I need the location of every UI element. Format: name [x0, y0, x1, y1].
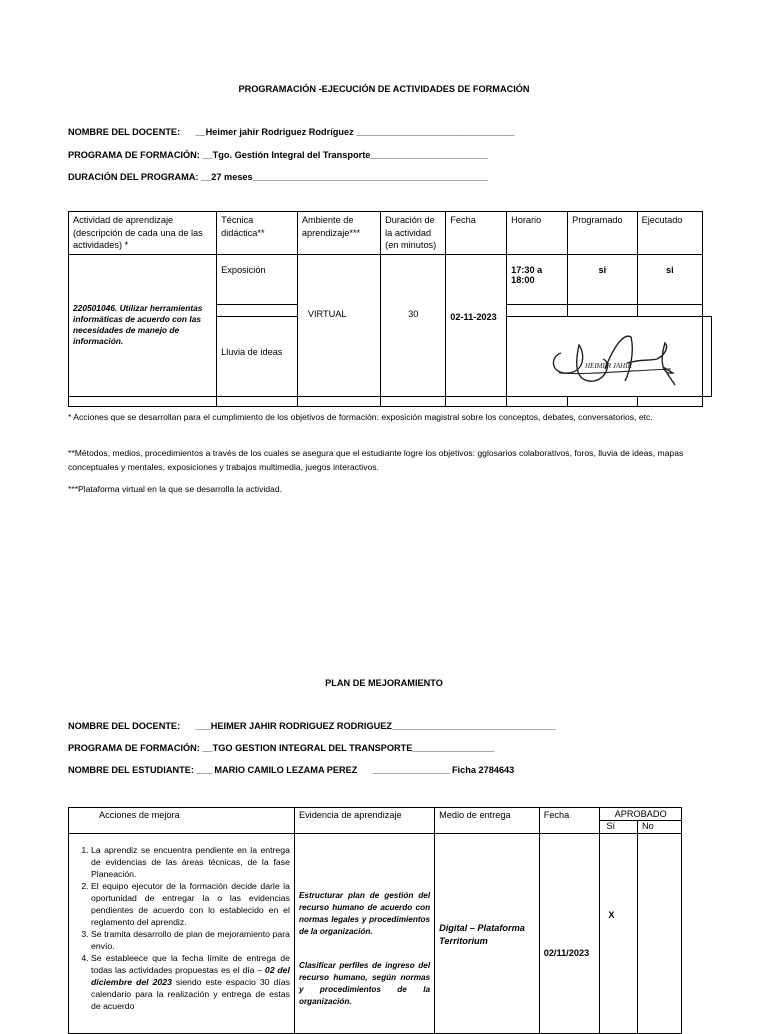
- programa-line: PROGRAMA DE FORMACIÓN: __Tgo. Gestión Integral del Transporte_______________________: [68, 150, 488, 160]
- programado-cell: si: [568, 254, 638, 304]
- fecha-cell: 02-11-2023: [446, 254, 507, 396]
- acciones-cell: [69, 834, 295, 1034]
- section1-title: PROGRAMACIÓN -EJECUCIÓN DE ACTIVIDADES DE FORMACIÓN: [238, 84, 530, 94]
- empty-cell: [297, 396, 380, 406]
- empty-cell: [568, 396, 638, 406]
- accion-4: [91, 952, 290, 1012]
- evidencia-2: Clasificar perfiles de ingreso del recurso humano, según normas y procedimientos de la organización.: [298, 961, 431, 1006]
- empty-cell: [637, 304, 702, 316]
- empty-cell: [703, 316, 712, 396]
- header-duracion: Duración de la actividad (en minutos): [381, 212, 446, 255]
- accion-4-post: siendo este espacio 30 días calendario para la realización y entrega de estas de acuerdo: [91, 977, 290, 1011]
- duracion-cell: 30: [381, 254, 446, 396]
- header-aprobado: APROBADO: [600, 808, 682, 821]
- aprobado-no-cell: [638, 834, 682, 1034]
- header-ejecutado: Ejecutado: [637, 212, 702, 255]
- empty-cell: [568, 304, 638, 316]
- header-fecha-2: Fecha: [539, 808, 600, 834]
- medio-cell: Digital – Plataforma Territorium: [435, 834, 540, 1034]
- evidencia-1: Estructurar plan de gestión del recurso humano de acuerdo con normas legales y procedimientos de la organización.: [298, 891, 431, 936]
- accion-1: 1. La aprendiz se encuentra pendiente en la entrega de evidencias de las áreas técnicas, de la fase Planeación.: [91, 844, 290, 880]
- header-tecnica: Técnica didáctica**: [217, 212, 298, 255]
- signature-text: HEIMER JAHIR: [585, 361, 632, 370]
- docente-line: NOMBRE DEL DOCENTE: __Heimer jahir Rodriguez Rodríguez _______________________________: [68, 127, 515, 137]
- programa-line-2: PROGRAMA DE FORMACIÓN: __TGO GESTION INTEGRAL DEL TRANSPORTE________________: [68, 743, 495, 753]
- section2-title: PLAN DE MEJORAMIENTO: [325, 678, 443, 688]
- header-medio: Medio de entrega: [435, 808, 540, 834]
- accion-2: 2. El equipo ejecutor de la formación decide darle la oportunidad de entregar la o las evidencias pendientes de acuerdo con lo establecido en el reglamento del aprendiz.: [91, 880, 290, 928]
- empty-cell: [637, 396, 702, 406]
- estudiante-prefix: NOMBRE DEL ESTUDIANTE: ___: [68, 765, 215, 775]
- ejecutado-cell: si: [637, 254, 702, 304]
- estudiante-suffix: _______________ Ficha 2784643: [357, 765, 515, 775]
- empty-cell: [69, 396, 217, 406]
- estudiante-name: MARIO CAMILO LEZAMA PEREZ: [214, 765, 358, 775]
- empty-cell: [446, 396, 507, 406]
- signature-image: [545, 323, 685, 393]
- header-horario: Horario: [507, 212, 568, 255]
- signature-cell: [507, 316, 703, 396]
- ambiente-cell: VIRTUAL: [297, 254, 380, 396]
- accion-3: 3. Se tramita desarrollo de plan de mejoramiento para envío.: [91, 928, 290, 952]
- accion-4-pre: Se estableece que la fecha límite de entrega de todas las actividades propuestas es el día –: [91, 953, 290, 975]
- aprobado-si-cell: X: [600, 834, 638, 1034]
- header-ambiente: Ambiente de aprendizaje***: [297, 212, 380, 255]
- empty-cell: [217, 396, 298, 406]
- fecha-cell-2: 02/11/2023: [539, 834, 600, 1034]
- evidencia-cell: [294, 834, 434, 1034]
- header-fecha: Fecha: [446, 212, 507, 255]
- note-1: * Acciones que se desarrollan para el cumplimiento de los objetivos de formación: exposición magistral sobre los conceptos, debates, conversatorios, etc.: [68, 412, 653, 422]
- empty-cell: [381, 396, 446, 406]
- header-acciones: Acciones de mejora: [69, 808, 295, 834]
- header-no: No: [638, 821, 682, 834]
- header-actividad: Actividad de aprendizaje (descripción de cada una de las actividades) *: [69, 212, 217, 255]
- header-programado: Programado: [568, 212, 638, 255]
- header-evidencia: Evidencia de aprendizaje: [294, 808, 434, 834]
- note-3: ***Plataforma virtual en la que se desarrolla la actividad.: [68, 484, 283, 494]
- tecnica-exposicion: Exposición: [217, 254, 298, 304]
- note-2: **Métodos, medios, procedimientos a través de los cuales se asegura que el estudiante logre los objetivos: gglosarios colaborativos, foros, lluvia de ideas, mapas conceptuales y mentales, exposiciones y trabajos multimedia, juegos interactivos.: [68, 448, 684, 472]
- activities-table: [68, 211, 712, 407]
- actividad-cell: 220501046. Utilizar herramientas informáticas de acuerdo con las necesidades de manejo de información.: [69, 254, 217, 396]
- improvement-table: [68, 807, 682, 1034]
- estudiante-line: [68, 765, 514, 775]
- duracion-line: DURACIÓN DEL PROGRAMA: __27 meses______________________________________________: [68, 172, 488, 182]
- empty-cell: [507, 396, 568, 406]
- empty-cell: [507, 304, 568, 316]
- horario-cell: 17:30 a 18:00: [507, 254, 568, 304]
- empty-cell: [217, 304, 298, 316]
- tecnica-lluvia: Lluvia de ideas: [217, 316, 298, 396]
- header-si: Sí: [600, 821, 638, 834]
- accion-4-date: 02 del diciembre del 2023: [91, 965, 290, 987]
- docente-line-2: NOMBRE DEL DOCENTE: ___HEIMER JAHIR RODRIGUEZ RODRIGUEZ________________________________: [68, 721, 556, 731]
